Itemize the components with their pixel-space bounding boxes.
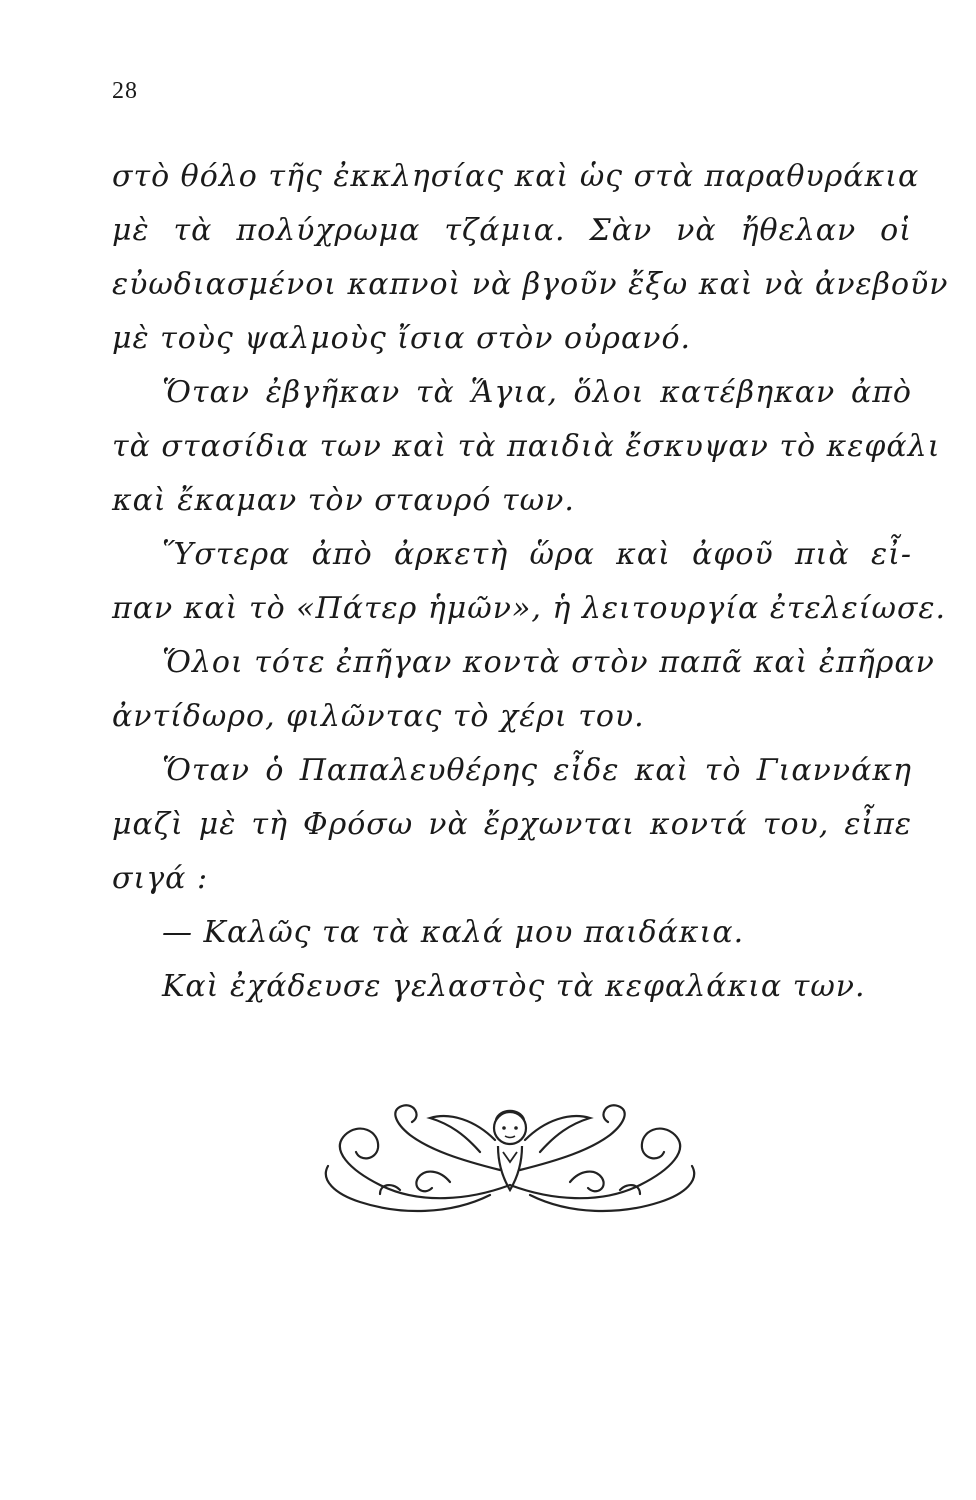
text-line: μὲ τὰ πολύχρωμα τζάμια. Σὰν νὰ ἤθελαν οἱ <box>112 213 912 248</box>
text-line: Ὅταν ἐβγῆκαν τὰ Ἅγια, ὅλοι κατέβηκαν ἀπὸ <box>162 375 912 410</box>
cherub-ornament-icon <box>300 1090 720 1220</box>
text-line: παν καὶ τὸ «Πάτερ ἡμῶν», ἡ λειτουργία ἐτελείωσε. <box>112 591 947 626</box>
text-line: μὲ τοὺς ψαλμοὺς ἴσια στὸν οὐρανό. <box>112 321 692 356</box>
text-line: ἀντίδωρο, φιλῶντας τὸ χέρι του. <box>112 699 645 734</box>
text-line: εὐωδιασμένοι καπνοὶ νὰ βγοῦν ἔξω καὶ νὰ ἀνεβοῦν <box>112 267 949 302</box>
text-line: σιγά : <box>112 861 209 896</box>
body-text <box>112 150 949 1014</box>
text-line: — Καλῶς τα τὰ καλά μου παιδάκια. <box>162 915 745 950</box>
text-line: Ὕστερα ἀπὸ ἀρκετὴ ὥρα καὶ ἀφοῦ πιὰ εἶ- <box>162 537 912 572</box>
text-line: στὸ θόλο τῆς ἐκκλησίας καὶ ὡς στὰ παραθυράκια <box>112 159 920 194</box>
text-line: καὶ ἔκαμαν τὸν σταυρό των. <box>112 483 575 518</box>
text-line: Ὅταν ὁ Παπαλευθέρης εἶδε καὶ τὸ Γιαννάκη <box>162 753 912 788</box>
text-line: Καὶ ἐχάδευσε γελαστὸς τὰ κεφαλάκια των. <box>162 969 866 1004</box>
text-line: Ὅλοι τότε ἐπῆγαν κοντὰ στὸν παπᾶ καὶ ἐπῆραν <box>162 645 935 680</box>
text-line: τὰ στασίδια των καὶ τὰ παιδιὰ ἔσκυψαν τὸ κεφάλι <box>112 429 941 464</box>
page-number: 28 <box>112 78 138 104</box>
text-line: μαζὶ μὲ τὴ Φρόσω νὰ ἔρχωνται κοντά του, εἶπε <box>112 807 912 842</box>
